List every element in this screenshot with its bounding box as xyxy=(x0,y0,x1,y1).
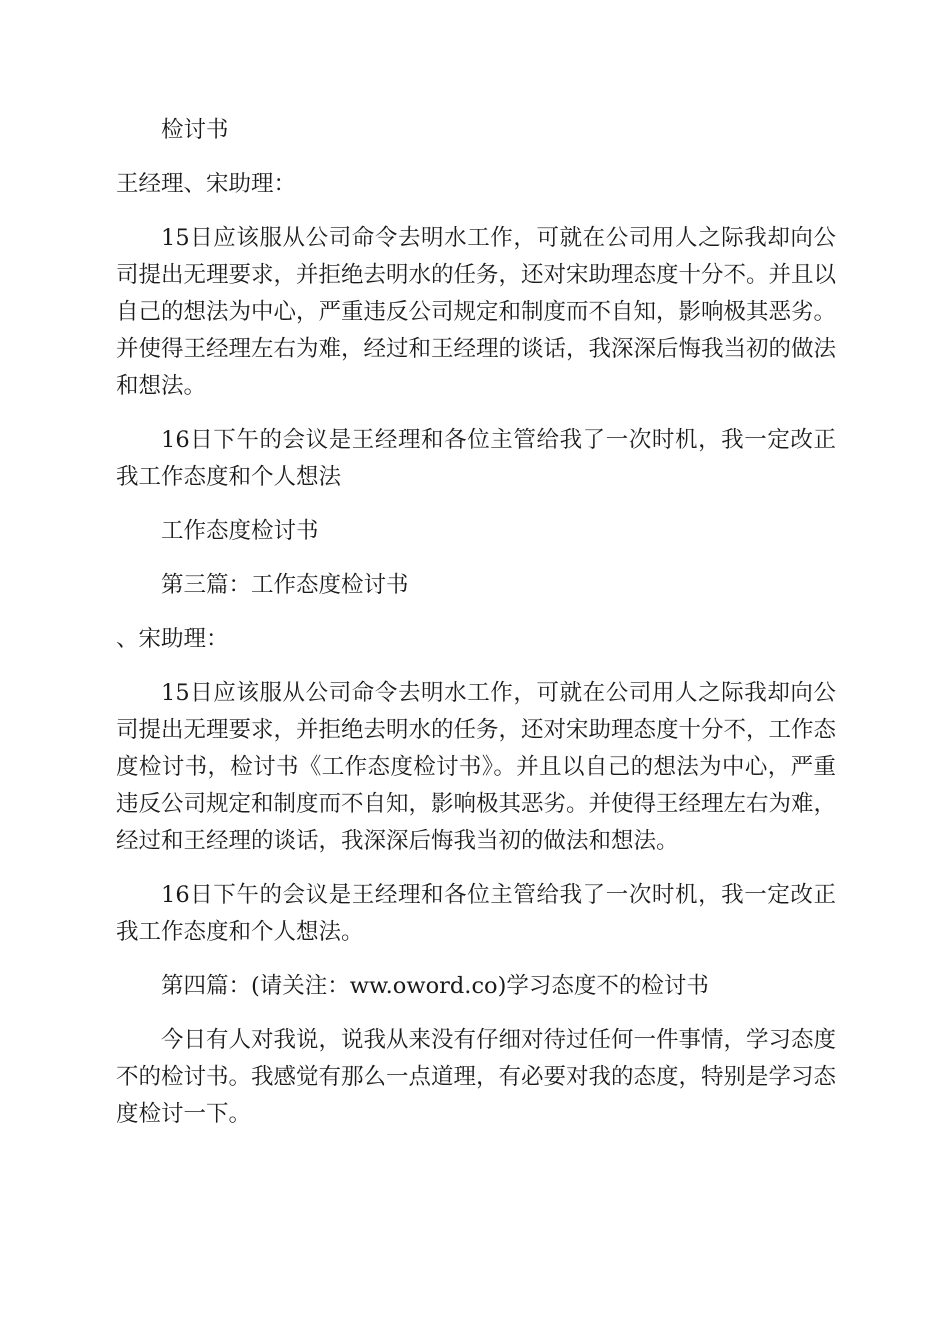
salutation: 、宋助理： xyxy=(116,626,229,652)
body-paragraph: 16日下午的会议是王经理和各位主管给我了一次时机，我一定改正我工作态度和个人想法 xyxy=(116,427,836,490)
body-paragraph: 15日应该服从公司命令去明水工作，可就在公司用人之际我却向公司提出无理要求，并拒绝去明水的任务，还对宋助理态度十分不，工作态度检讨书，检讨书《工作态度检讨书》。并且以自己的想法为中心，严重违反公司规定和制度而不自知，影响极其恶劣。并使得王经理左右为难，经过和王经理的谈话，我深深后悔我当初的做法和想法。 xyxy=(116,680,837,854)
heading-review-letter: 检讨书 xyxy=(161,117,229,143)
section-heading-part-four: 第四篇：(请关注：ww.oword.co)学习态度不的检讨书 xyxy=(161,973,709,999)
section-title: 工作态度检讨书 xyxy=(161,518,319,544)
body-paragraph: 16日下午的会议是王经理和各位主管给我了一次时机，我一定改正我工作态度和个人想法。 xyxy=(116,882,836,945)
section-heading-part-three: 第三篇：工作态度检讨书 xyxy=(161,572,409,598)
body-paragraph: 今日有人对我说，说我从来没有仔细对待过任何一件事情，学习态度不的检讨书。我感觉有那么一点道理，有必要对我的态度，特别是学习态度检讨一下。 xyxy=(116,1027,837,1127)
document-body xyxy=(116,112,836,1150)
body-paragraph: 15日应该服从公司命令去明水工作，可就在公司用人之际我却向公司提出无理要求，并拒绝去明水的任务，还对宋助理态度十分不。并且以自己的想法为中心，严重违反公司规定和制度而不自知，影响极其恶劣。并使得王经理左右为难，经过和王经理的谈话，我深深后悔我当初的做法和想法。 xyxy=(116,225,837,399)
salutation: 王经理、宋助理： xyxy=(116,171,297,197)
